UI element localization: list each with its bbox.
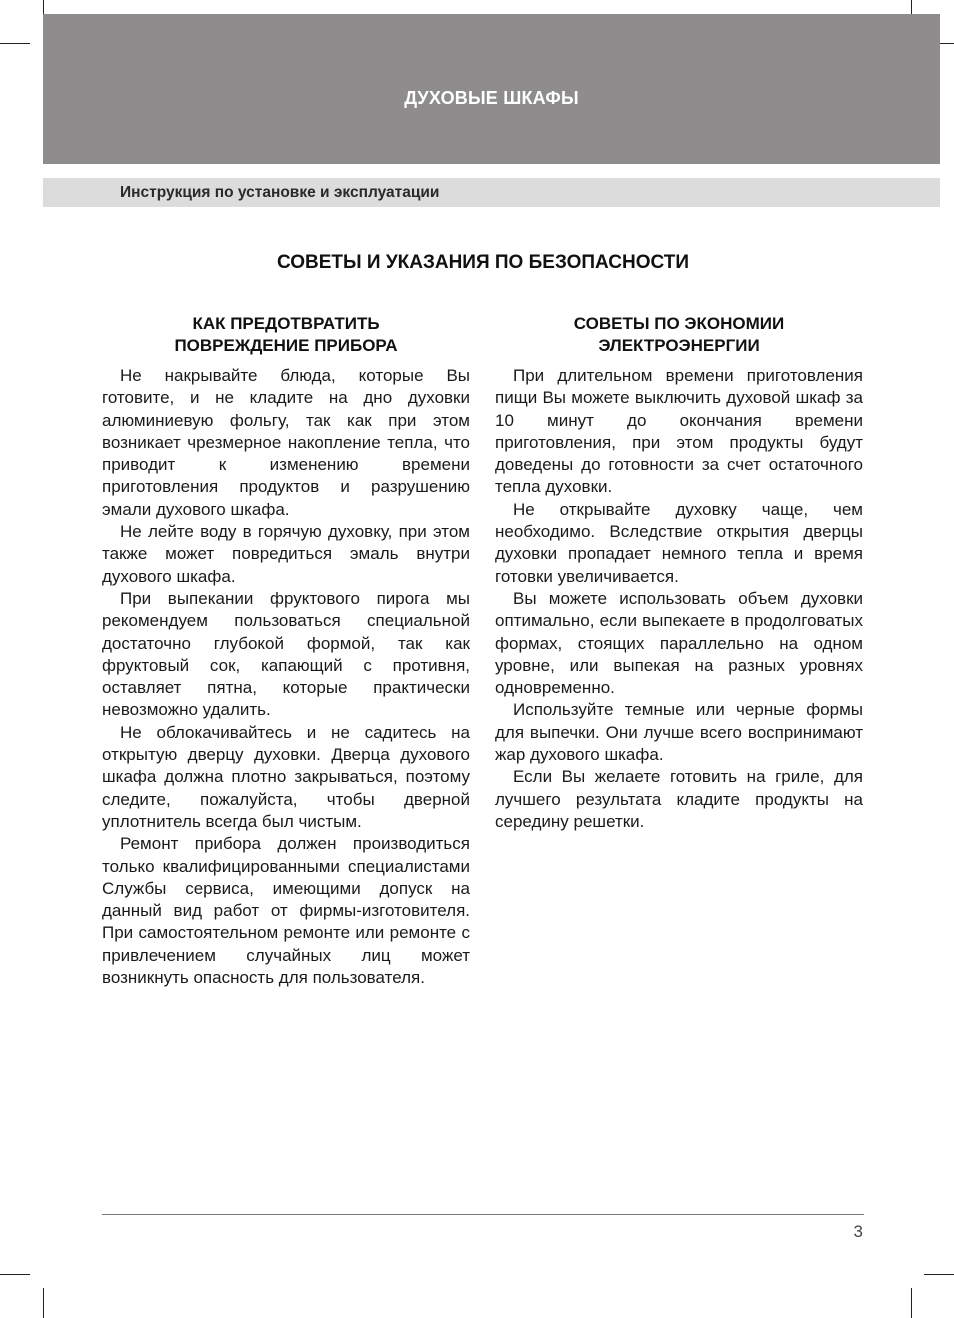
- left-heading-line: КАК ПРЕДОТВРАТИТЬ: [192, 314, 380, 333]
- crop-mark: [0, 1274, 30, 1275]
- crop-mark: [924, 1274, 954, 1275]
- paragraph: При длительном времени приготовления пищи Вы можете выключить духовой шкаф за 10 минут до окончания времени приготовления, при этом продукты будут доведены до готовности за счет остаточного тепла духовки.: [495, 366, 863, 497]
- right-heading-line: СОВЕТЫ ПО ЭКОНОМИИ: [573, 314, 785, 333]
- paragraph: Не накрывайте блюда, которые Вы готовите, и не кладите на дно духовки алюминиевую фольгу, так как при этом возникает чрезмерное накопление тепла, что приводит к изменению времени приготовления продуктов и разрушению эмали духового шкафа.: [102, 366, 470, 519]
- subheader-band: [43, 178, 940, 207]
- right-column-heading: [495, 313, 863, 357]
- right-column: [495, 313, 863, 833]
- paragraph: Не лейте воду в горячую духовку, при этом также может повредиться эмаль внутри духового шкафа.: [102, 522, 470, 586]
- left-heading-line: ПОВРЕЖДЕНИЕ ПРИБОРА: [174, 336, 398, 355]
- paragraph: Если Вы желаете готовить на гриле, для лучшего результата кладите продукты на середину решетки.: [495, 767, 863, 831]
- paragraph: Не облокачивайтесь и не садитесь на открытую дверцу духовки. Дверца духового шкафа должна плотно закрываться, поэтому следите, пожалуйста, чтобы дверной уплотнитель всегда был чистым.: [102, 722, 470, 831]
- header-title: ДУХОВЫЕ ШКАФЫ: [404, 88, 579, 108]
- left-column-heading: [102, 313, 470, 357]
- paragraph: Ремонт прибора должен производиться только квалифицированными специалистами Службы сервиса, имеющими допуск на данный вид работ от фирмы-изготовителя. При самостоятельном ремонте или ремонте с привлечением случайных лиц может возникнуть опасность для пользователя.: [102, 834, 470, 988]
- crop-mark: [43, 1288, 44, 1318]
- paragraph: Вы можете использовать объем духовки оптимально, если выпекаете в продолговатых формах, стоящих параллельно на одном уровне, или выпекая на разных уровнях одновременно.: [495, 588, 863, 698]
- crop-mark: [0, 43, 30, 44]
- paragraph: При выпекании фруктового пирога мы рекомендуем пользоваться специальной достаточно глубокой формой, так как фруктовый сок, капающий с противня, оставляет пятна, которые практически невозможно удалить.: [102, 588, 470, 720]
- right-heading-line: ЭЛЕКТРОЭНЕРГИИ: [598, 336, 760, 355]
- paragraph: Используйте темные или черные формы для выпечки. Они лучше всего воспринимают жар духового шкафа.: [495, 700, 863, 765]
- subheader-text: Инструкция по установке и эксплуатации: [120, 184, 440, 201]
- footer-rule: [102, 1214, 864, 1215]
- header-band: [43, 14, 940, 164]
- paragraph: Не открывайте духовку чаще, чем необходимо. Вследствие открытия дверцы духовки пропадает немного тепла и время готовки увеличивается.: [495, 499, 863, 586]
- crop-mark: [911, 1288, 912, 1318]
- page-number: 3: [853, 1222, 863, 1241]
- page-title: СОВЕТЫ И УКАЗАНИЯ ПО БЕЗОПАСНОСТИ: [276, 252, 690, 273]
- left-column: [102, 313, 470, 989]
